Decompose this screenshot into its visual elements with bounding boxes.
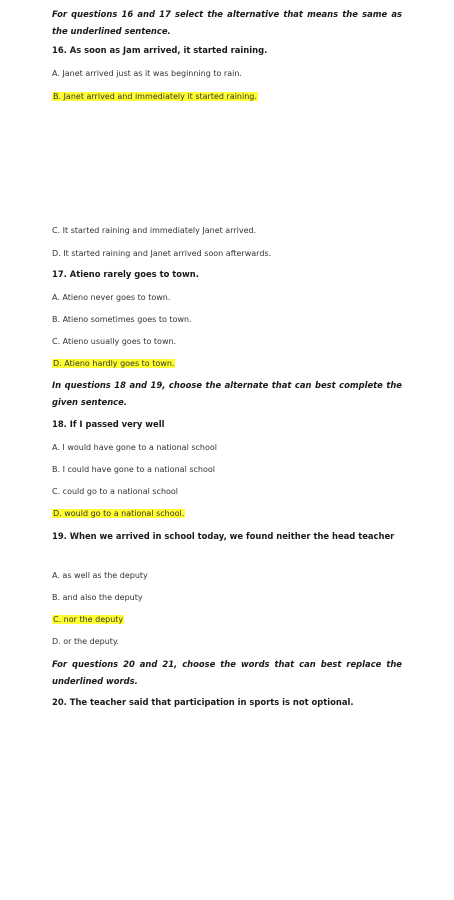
q17-option-b: B. Atieno sometimes goes to town. (52, 315, 192, 324)
q19-option-a: A. as well as the deputy (52, 571, 148, 580)
question-18: 18. If I passed very well (52, 419, 165, 429)
highlighted-answer: C. nor the deputy (53, 615, 124, 624)
question-16: 16. As soon as Jam arrived, it started raining. (52, 45, 268, 55)
question-20: 20. The teacher said that participation in sports is not optional. (52, 697, 354, 707)
q17-option-c: C. Atieno usually goes to town. (52, 337, 177, 346)
question-19: 19. When we arrived in school today, we found neither the head teacher (52, 531, 395, 541)
q19-option-d: D. or the deputy. (52, 637, 120, 646)
instructions-q20-21: For questions 20 and 21, choose the words that can best replace the underlined words. (52, 659, 402, 686)
q19-option-b: B. and also the deputy (52, 593, 143, 602)
q19-option-c (52, 613, 124, 626)
q16-option-d: D. It started raining and Janet arrived soon afterwards. (52, 249, 272, 258)
q16-option-a: A. Janet arrived just as it was beginning to rain. (52, 69, 242, 78)
q17-option-a: A. Atieno never goes to town. (52, 293, 171, 302)
q16-option-b (52, 90, 258, 103)
highlighted-answer: D. would go to a national school. (53, 509, 185, 518)
highlighted-answer: B. Janet arrived and immediately it started raining. (53, 92, 257, 101)
q18-option-d (52, 507, 185, 520)
q16-option-c: C. It started raining and immediately Janet arrived. (52, 226, 257, 235)
highlighted-answer: D. Atieno hardly goes to town. (53, 359, 175, 368)
q18-option-c: C. could go to a national school (52, 487, 179, 496)
q18-option-b: B. I could have gone to a national school (52, 465, 215, 474)
question-17: 17. Atieno rarely goes to town. (52, 269, 199, 279)
instructions-q18-19: In questions 18 and 19, choose the alternate that can best complete the given sentence. (52, 380, 402, 407)
instructions-q16-17: For questions 16 and 17 select the alternative that means the same as the underlined sentence. (52, 9, 402, 36)
q17-option-d (52, 357, 175, 370)
q18-option-a: A. I would have gone to a national school (52, 443, 217, 452)
